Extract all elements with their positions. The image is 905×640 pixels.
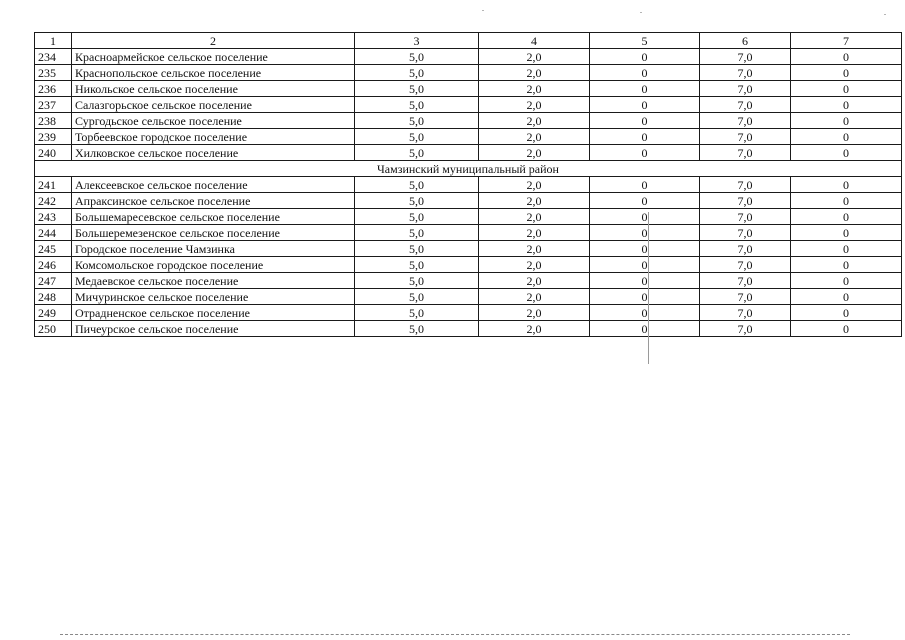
settlement-name: Большемаресевское сельское поселение — [72, 209, 355, 225]
value-col-3: 5,0 — [355, 81, 479, 97]
value-col-3: 5,0 — [355, 209, 479, 225]
value-col-5: 0 — [590, 209, 700, 225]
row-number: 240 — [35, 145, 72, 161]
column-header-1: 1 — [35, 33, 72, 49]
settlement-name: Сургодьское сельское поселение — [72, 113, 355, 129]
table-row — [35, 241, 902, 257]
value-col-5: 0 — [590, 225, 700, 241]
settlement-name: Хилковское сельское поселение — [72, 145, 355, 161]
column-header-5: 5 — [590, 33, 700, 49]
settlement-name: Торбеевское городское поселение — [72, 129, 355, 145]
table-row — [35, 289, 902, 305]
table-row — [35, 257, 902, 273]
municipal-rates-table — [34, 32, 902, 337]
value-col-5: 0 — [590, 305, 700, 321]
table-body — [35, 33, 902, 337]
value-col-5: 0 — [590, 193, 700, 209]
column-header-7: 7 — [791, 33, 902, 49]
table-row — [35, 305, 902, 321]
value-col-7: 0 — [791, 241, 902, 257]
value-col-6: 7,0 — [700, 145, 791, 161]
value-col-7: 0 — [791, 97, 902, 113]
settlement-name: Алексеевское сельское поселение — [72, 177, 355, 193]
value-col-6: 7,0 — [700, 209, 791, 225]
table-row — [35, 113, 902, 129]
row-number: 247 — [35, 273, 72, 289]
scan-speck — [640, 12, 642, 13]
value-col-4: 2,0 — [479, 97, 590, 113]
value-col-4: 2,0 — [479, 145, 590, 161]
scan-artifact-vertical-line — [648, 212, 649, 364]
value-col-4: 2,0 — [479, 113, 590, 129]
value-col-3: 5,0 — [355, 129, 479, 145]
value-col-5: 0 — [590, 257, 700, 273]
row-number: 250 — [35, 321, 72, 337]
settlement-name: Городское поселение Чамзинка — [72, 241, 355, 257]
value-col-6: 7,0 — [700, 289, 791, 305]
value-col-7: 0 — [791, 145, 902, 161]
settlement-name: Апраксинское сельское поселение — [72, 193, 355, 209]
value-col-6: 7,0 — [700, 113, 791, 129]
value-col-5: 0 — [590, 289, 700, 305]
table-row — [35, 273, 902, 289]
scan-speck — [482, 10, 484, 11]
section-heading-row — [35, 161, 902, 177]
value-col-7: 0 — [791, 289, 902, 305]
value-col-3: 5,0 — [355, 273, 479, 289]
row-number: 235 — [35, 65, 72, 81]
value-col-3: 5,0 — [355, 113, 479, 129]
value-col-6: 7,0 — [700, 305, 791, 321]
table-row — [35, 321, 902, 337]
value-col-5: 0 — [590, 97, 700, 113]
value-col-4: 2,0 — [479, 193, 590, 209]
value-col-7: 0 — [791, 209, 902, 225]
value-col-4: 2,0 — [479, 305, 590, 321]
value-col-4: 2,0 — [479, 257, 590, 273]
value-col-4: 2,0 — [479, 241, 590, 257]
column-header-6: 6 — [700, 33, 791, 49]
table-row — [35, 193, 902, 209]
value-col-5: 0 — [590, 129, 700, 145]
settlement-name: Комсомольское городское поселение — [72, 257, 355, 273]
value-col-4: 2,0 — [479, 81, 590, 97]
value-col-4: 2,0 — [479, 289, 590, 305]
value-col-6: 7,0 — [700, 321, 791, 337]
row-number: 243 — [35, 209, 72, 225]
value-col-5: 0 — [590, 81, 700, 97]
table-row — [35, 81, 902, 97]
column-header-3: 3 — [355, 33, 479, 49]
value-col-7: 0 — [791, 321, 902, 337]
value-col-3: 5,0 — [355, 97, 479, 113]
value-col-6: 7,0 — [700, 225, 791, 241]
table-row — [35, 97, 902, 113]
row-number: 246 — [35, 257, 72, 273]
column-header-4: 4 — [479, 33, 590, 49]
value-col-4: 2,0 — [479, 273, 590, 289]
value-col-3: 5,0 — [355, 65, 479, 81]
value-col-5: 0 — [590, 65, 700, 81]
value-col-7: 0 — [791, 273, 902, 289]
table-row — [35, 209, 902, 225]
value-col-3: 5,0 — [355, 49, 479, 65]
value-col-4: 2,0 — [479, 321, 590, 337]
row-number: 242 — [35, 193, 72, 209]
value-col-3: 5,0 — [355, 305, 479, 321]
row-number: 237 — [35, 97, 72, 113]
value-col-6: 7,0 — [700, 97, 791, 113]
value-col-6: 7,0 — [700, 65, 791, 81]
row-number: 245 — [35, 241, 72, 257]
table-row — [35, 145, 902, 161]
row-number: 241 — [35, 177, 72, 193]
value-col-7: 0 — [791, 257, 902, 273]
value-col-5: 0 — [590, 113, 700, 129]
value-col-3: 5,0 — [355, 193, 479, 209]
value-col-7: 0 — [791, 193, 902, 209]
value-col-7: 0 — [791, 177, 902, 193]
scan-artifact-bottom-edge — [60, 634, 850, 635]
settlement-name: Никольское сельское поселение — [72, 81, 355, 97]
table-row — [35, 49, 902, 65]
value-col-3: 5,0 — [355, 225, 479, 241]
table-row — [35, 177, 902, 193]
value-col-3: 5,0 — [355, 177, 479, 193]
value-col-3: 5,0 — [355, 241, 479, 257]
section-heading-chamzinsky: Чамзинский муниципальный район — [35, 161, 902, 177]
value-col-5: 0 — [590, 177, 700, 193]
value-col-6: 7,0 — [700, 273, 791, 289]
value-col-7: 0 — [791, 81, 902, 97]
value-col-6: 7,0 — [700, 193, 791, 209]
settlement-name: Красноармейское сельское поселение — [72, 49, 355, 65]
value-col-5: 0 — [590, 145, 700, 161]
value-col-7: 0 — [791, 305, 902, 321]
value-col-7: 0 — [791, 113, 902, 129]
value-col-3: 5,0 — [355, 145, 479, 161]
row-number: 249 — [35, 305, 72, 321]
table-row — [35, 129, 902, 145]
value-col-4: 2,0 — [479, 209, 590, 225]
settlement-name: Большеремезенское сельское поселение — [72, 225, 355, 241]
row-number: 248 — [35, 289, 72, 305]
settlement-name: Мичуринское сельское поселение — [72, 289, 355, 305]
row-number: 236 — [35, 81, 72, 97]
value-col-6: 7,0 — [700, 129, 791, 145]
settlement-name: Отрадненское сельское поселение — [72, 305, 355, 321]
value-col-4: 2,0 — [479, 65, 590, 81]
settlement-name: Краснопольское сельское поселение — [72, 65, 355, 81]
value-col-5: 0 — [590, 49, 700, 65]
scan-speck — [884, 14, 886, 15]
row-number: 234 — [35, 49, 72, 65]
value-col-7: 0 — [791, 65, 902, 81]
value-col-5: 0 — [590, 321, 700, 337]
value-col-7: 0 — [791, 129, 902, 145]
column-number-header-row — [35, 33, 902, 49]
value-col-6: 7,0 — [700, 241, 791, 257]
value-col-4: 2,0 — [479, 129, 590, 145]
table-row — [35, 65, 902, 81]
value-col-3: 5,0 — [355, 257, 479, 273]
column-header-2: 2 — [72, 33, 355, 49]
value-col-4: 2,0 — [479, 49, 590, 65]
row-number: 244 — [35, 225, 72, 241]
value-col-6: 7,0 — [700, 49, 791, 65]
value-col-5: 0 — [590, 273, 700, 289]
value-col-4: 2,0 — [479, 177, 590, 193]
settlement-name: Салазгорьское сельское поселение — [72, 97, 355, 113]
settlement-name: Медаевское сельское поселение — [72, 273, 355, 289]
value-col-7: 0 — [791, 49, 902, 65]
value-col-6: 7,0 — [700, 257, 791, 273]
value-col-7: 0 — [791, 225, 902, 241]
value-col-3: 5,0 — [355, 289, 479, 305]
row-number: 238 — [35, 113, 72, 129]
table-row — [35, 225, 902, 241]
value-col-6: 7,0 — [700, 177, 791, 193]
row-number: 239 — [35, 129, 72, 145]
value-col-5: 0 — [590, 241, 700, 257]
value-col-6: 7,0 — [700, 81, 791, 97]
settlement-name: Пичеурское сельское поселение — [72, 321, 355, 337]
value-col-3: 5,0 — [355, 321, 479, 337]
value-col-4: 2,0 — [479, 225, 590, 241]
